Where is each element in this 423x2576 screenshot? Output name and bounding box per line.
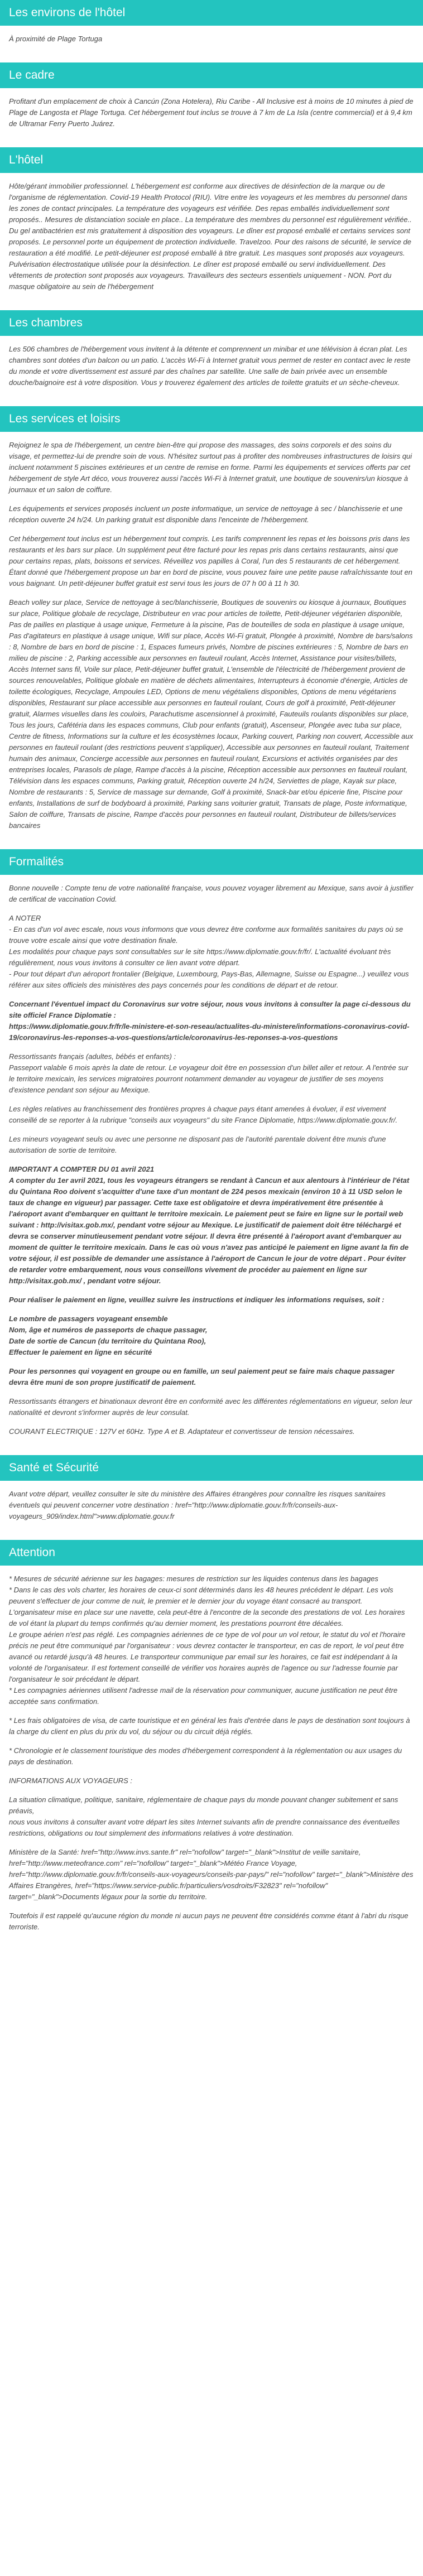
section-heading: L'hôtel	[0, 147, 423, 173]
section-content	[0, 33, 423, 45]
paragraph: Le nombre de passagers voyageant ensemble Nom, âge et numéros de passeports de chaque passager, Date de sortie de Cancun (du territoire du Quintana Roo), Effectuer le paiement en ligne en sécurité	[9, 1315, 208, 1356]
section-le-cadre	[0, 62, 423, 129]
section-heading: Attention	[0, 1540, 423, 1566]
paragraph: Profitant d'un emplacement de choix à Cancún (Zona Hotelera), Riu Caribe - All Inclusive est à moins de 10 minutes à pied de Plage de Langosta et Plage Tortuga. Cet hébergement tout inclus se trouve à 7 km de La Isla (centre commercial) et à 9,4 km de Ultramar Ferry Puerto Juárez.	[9, 97, 414, 128]
section-content	[0, 883, 423, 1437]
paragraph: Les mineurs voyageant seuls ou avec une personne ne disposant pas de l'autorité parentale doivent être munis d'une autorisation de sortie de territoire.	[9, 1135, 386, 1154]
section-heading: Les services et loisirs	[0, 406, 423, 432]
paragraph: Ressortissants étrangers et binationaux devront être en conformité avec les différentes réglementations en vigueur, selon leur nationalité et devront s'informer auprès de leur consulat.	[9, 1397, 412, 1417]
paragraph: Avant votre départ, veuillez consulter le site du ministère des Affaires étrangères pour connaître les risques sanitaires éventuels qui peuvent concerner votre destination : href="http://www.diplomatie.gouv.fr/fr/conseils-aux-voyageurs_909/index.html">www.diplomatie.gouv.fr	[9, 1490, 386, 1520]
paragraph: Pour réaliser le paiement en ligne, veuillez suivre les instructions et indiquer les informations requises, soit :	[9, 1296, 384, 1304]
paragraph: Hôte/gérant immobilier professionnel. L'hébergement est conforme aux directives de désinfection de la marque ou de l'organisme de réglementation. Covid-19 Health Protocol (RIU). Vitre entre les voyageurs et les membres du personnel dans les zones de contact principales. La température des voyageurs est vérifiée. Des repas emballés individuellement sont proposés.. Mesures de distanciation sociale en place.. La température des membres du personnel est régulièrement vérifiée.. Du gel antibactérien est mis gratuitement à disposition des voyageurs. Le dîner est proposé emballé et certains services sont proposés. Le personnel porte un équipement de protection individuelle. Travelzoo. Pour des raisons de sécurité, le service de restauration a été modifié. Le petit-déjeuner est proposé emballé à titre gratuit. Les masques sont proposés aux voyageurs. Pulvérisation électrostatique utilisée pour la désinfection. Le dîner est proposé emballé ou servi individuellement. Des vêtements de protection sont proposés aux voyageurs. Travailleurs des secteurs essentiels uniquement - NON. Port du masque obligatoire au sein de l'hébergement	[9, 182, 412, 291]
paragraph: Ministère de la Santé: href="http://www.invs.sante.fr" rel="nofollow" target="_blank">Institut de veille sanitaire, href="http://www.meteofrance.com" rel="nofollow" target="_blank">Météo France Voyage, href="http://www.diplomatie.gouv.fr/fr/conseils-aux-voyageurs/conseils-par-pays/" rel="nofollow" target="_blank">Ministère des Affaires Etrangères, href="https://www.service-public.fr/particuliers/vosdroits/F32823" rel="nofollow" target="_blank">Documents légaux pour la sortie du territoire.	[9, 1848, 414, 1901]
section-content	[0, 344, 423, 388]
section-formalites	[0, 849, 423, 1437]
paragraph: COURANT ELECTRIQUE : 127V et 60Hz. Type A et B. Adaptateur et convertisseur de tension nécessaires.	[9, 1427, 355, 1436]
section-heading: Formalités	[0, 849, 423, 875]
paragraph: Rejoignez le spa de l'hébergement, un centre bien-être qui propose des massages, des soins corporels et des soins du visage, et permettez-lui de prendre soin de vous. N'hésitez surtout pas à profiter des nombreuses infrastructures de loisirs qui incluent notamment 5 piscines extérieures et un centre de remise en forme. Parmi les équipements et services offerts par cet hébergement de style Art déco, vous trouverez aussi l'accès Wi-Fi à Internet gratuit, une boutique de souvenirs/un kiosque à journaux et un salon de coiffure.	[9, 441, 412, 494]
section-attention	[0, 1540, 423, 1933]
section-content	[0, 440, 423, 831]
paragraph: Les 506 chambres de l'hébergement vous invitent à la détente et comprennent un minibar et une télévision à écran plat. Les chambres sont dotées d'un balcon ou un patio. L'accès Wi-Fi à Internet gratuit vous permet de rester en contact avec le reste du monde et votre divertissement est assuré par des chaînes par satellite. Une salle de bain privée avec un ensemble douche/baignoire est à votre disposition. Vous y trouverez également des articles de toilette gratuits et un sèche-cheveux.	[9, 345, 411, 387]
section-sante-et-securite	[0, 1455, 423, 1522]
section-heading: Les environs de l'hôtel	[0, 0, 423, 26]
paragraph: * Les frais obligatoires de visa, de carte touristique et en général les frais d'entrée dans le pays de destination sont toujours à la charge du client en plus du prix du vol, du séjour ou du circuit déjà réglés.	[9, 1716, 410, 1736]
paragraph: Cet hébergement tout inclus est un hébergement tout compris. Les tarifs comprennent les repas et les boissons pris dans les restaurants et les bars sur place. Un supplément peut être facturé pour les repas pris dans certains restaurants, ainsi que pour certains repas, plats, boissons et services. Réveillez vos papilles à Coral, l'un des 5 restaurants de cet hébergement. Étant donné que l'hébergement propose un bar en bord de piscine, vous pouvez faire une petite pause rafraîchissante tout en vous baignant. Un petit-déjeuner buffet gratuit est servi tous les jours de 07 h 00 à 11 h 30.	[9, 535, 413, 588]
paragraph: Beach volley sur place, Service de nettoyage à sec/blanchisserie, Boutiques de souvenirs ou kiosque à journaux, Boutiques sur place, Politique globale de recyclage, Distributeur en vrac pour articles de toilette, Petit-déjeuner végétarien disponible, Pas de pailles en plastique à usage unique, Fermeture à la piscine, Pas de bouteilles de soda en plastique à usage unique, Pas d'agitateurs en plastique à usage unique, Wifi sur place, Accès Wi-Fi gratuit, Plongée à proximité, Nombre de bars/salons : 8, Nombre de bars en bord de piscine : 1, Espaces fumeurs privés, Nombre de piscines extérieures : 5, Nombre de bars en milieu de piscine : 2, Parking accessible aux personnes en fauteuil roulant, Accès Internet, Assistance pour visites/billets, Accès Internet sans fil, Voile sur place, Petit-déjeuner buffet gratuit, L'ensemble de l'électricité de l'hébergement provient de sources renouvelables, Politique globale en matière de déchets alimentaires, Interrupteurs à économie d'énergie, Articles de toilette écologiques, Recyclage, Ampoules LED, Options de menu végétaliens disponibles, Options de menu végétariens disponibles, Restaurant sur place accessible aux personnes en fauteuil roulant, Cours de golf à proximité, Petit-déjeuner gratuit, Alarmes visuelles dans les couloirs, Parachutisme ascensionnel à proximité, Fauteuils roulants disponibles sur place, Tous les jours, Cafétéria dans les espaces communs, Club pour enfants (gratuit), Ascenseur, Plongée avec tuba sur place, Centre de fitness, Informations sur la culture et les écosystèmes locaux, Parking couvert, Parking non couvert, Accessible aux personnes en fauteuil roulant (des restrictions peuvent s'appliquer), Accessible aux personnes en fauteuil roulant, Traitement humain des animaux, Concierge accessible aux personnes en fauteuil roulant, Excursions et activités organisées par des entreprises locales, Parasols de plage, Rampe d'accès à la piscine, Réception accessible aux personnes en fauteuil roulant, Télévision dans les espaces communs, Parking gratuit, Réception ouverte 24 h/24, Serviettes de plage, Kayak sur place, Nombre de restaurants : 5, Service de massage sur demande, Golf à proximité, Snack-bar et/ou épicerie fine, Piscine pour enfants, Installations de surf de bodyboard à proximité, Parking sans voiturier gratuit, Transats de plage, Poste informatique, Salon de coiffure, Transats de piscine, Rampe d'accès pour personnes en fauteuil roulant, Distributeur de billets/services bancaires	[9, 598, 414, 830]
section-les-environs-de-l-hotel	[0, 0, 423, 45]
section-content	[0, 181, 423, 292]
section-content	[0, 1573, 423, 1933]
paragraph: IMPORTANT A COMPTER DU 01 avril 2021 A compter du 1er avril 2021, tous les voyageurs étrangers se rendant à Cancun et aux alentours à l'intérieur de l'état du Quintana Roo doivent s'acquitter d'une taxe d'un montant de 224 pesos mexicain (environ 10 à 11 USD selon le taux de change en vigueur) par passager. Cette taxe est obligatoire et devra impérativement être présentée à l'aéroport avant d'embarquer en quittant le territoire mexicain. Le paiement peut se faire en ligne sur le portail web suivant : http://visitax.gob.mx/, pendant votre séjour au Mexique. Le justificatif de paiement doit être téléchargé et devra se conserver minutieusement pendant votre séjour. Il devra être présenté à l'aéroport avant d'embarquer au moment de quitter le territoire mexicain. Dans le cas où vous n'avez pas anticipé le paiement en ligne avant la fin de votre séjour, il est possible de demander une assistance à l'aéroport de Cancun le jour de votre départ . Pour éviter de retarder votre embarquement, nous vous conseillons vivement de procéder au paiement en ligne sur http://visitax.gob.mx/ , pendant votre séjour.	[9, 1165, 410, 1285]
paragraph: Les équipements et services proposés incluent un poste informatique, un service de nettoyage à sec / blanchisserie et une réception ouverte 24 h/24. Un parking gratuit est disponible dans l'enceinte de l'hébergement.	[9, 504, 403, 524]
section-l-hotel	[0, 147, 423, 292]
paragraph: INFORMATIONS AUX VOYAGEURS :	[9, 1776, 133, 1785]
paragraph: * Mesures de sécurité aérienne sur les bagages: mesures de restriction sur les liquides contenus dans les bagages * Dans le cas des vols charter, les horaires de ceux-ci sont déterminés dans les 48 heures précédent le départ. Les vols peuvent s'effectuer de jour comme de nuit, le premier et le dernier jour du voyage étant consacré au transport. L'organisateur mise en place sur une navette, cela peut-être à l'encontre de la seconde des prestations de vol. Les horaires de vol étant la plupart du temps confirmés qu'au dernier moment, les prestations pourront être décalées. Le groupe aérien n'est pas réglé. Les compagnies aériennes de ce type de vol pour un vol retour, le statut du vol et l'horaire précis ne peut être communiqué par l'organisateur : vous devrez contacter le transporteur, en cas de report, le vol peut être avancé ou retardé jusqu'à 48 heures. Le transporteur communique par email sur les horaires, ce fait est indépendant à la volonté de l'organisateur. Il est fortement conseillé de vérifier vos horaires auprès de l'agence ou sur l'adresse fournie par l'organisateur le soir précédant le départ. * Les compagnies aériennes utilisent l'adresse mail de la réservation pour communiquer, aucune justification ne peut être acceptée sans confirmation.	[9, 1575, 406, 1706]
paragraph: La situation climatique, politique, sanitaire, réglementaire de chaque pays du monde pouvant changer subitement et sans préavis, nous vous invitons à consulter avant votre départ les sites Internet suivants afin de prendre connaissance des éventuelles restrictions, obligations ou tout simplement des informations relatives à votre destination.	[9, 1795, 400, 1837]
section-heading: Le cadre	[0, 62, 423, 88]
paragraph: Ressortissants français (adultes, bébés et enfants) : Passeport valable 6 mois après la date de retour. Le voyageur doit être en possession d'un billet aller et retour. A l'entrée sur le territoire mexicain, les services migratoires pourront notamment demander au voyageur de justifier de ses moyens d'existence pendant son séjour au Mexique.	[9, 1052, 408, 1094]
paragraph: Toutefois il est rappelé qu'aucune région du monde ni aucun pays ne peuvent être considérés comme étant à l'abri du risque terroriste.	[9, 1911, 408, 1931]
paragraph: A NOTER - En cas d'un vol avec escale, nous vous informons que vous devrez être conforme aux formalités sanitaires du pays où se trouve votre escale ainsi que votre destination finale. Les modalités pour chaque pays sont consultables sur le site https://www.diplomatie.gouv.fr/fr/. L'actualité évoluant très régulièrement, nous vous invitons à consulter ce lien avant votre départ. - Pour tout départ d'un aéroport frontalier (Belgique, Luxembourg, Pays-Bas, Allemagne, Suisse ou Espagne...) veuillez vous référer aux sites officiels des ministères des pays concernés pour les conditions de départ et de retour.	[9, 914, 409, 989]
paragraph: Les règles relatives au franchissement des frontières propres à chaque pays étant amenées à évoluer, il est vivement conseillé de se reporter à la rubrique "conseils aux voyageurs" du site France Diplomatie, https://www.diplomatie.gouv.fr/.	[9, 1105, 398, 1124]
paragraph: Pour les personnes qui voyagent en groupe ou en famille, un seul paiement peut se faire mais chaque passager devra être muni de son propre justificatif de paiement.	[9, 1367, 395, 1386]
paragraph: * Chronologie et le classement touristique des modes d'hébergement correspondent à la réglementation ou aux usages du pays de destination.	[9, 1746, 402, 1766]
section-heading: Santé et Sécurité	[0, 1455, 423, 1481]
section-les-services-et-loisirs	[0, 406, 423, 831]
paragraph: À proximité de Plage Tortuga	[9, 35, 103, 43]
section-heading: Les chambres	[0, 310, 423, 336]
section-content	[0, 1489, 423, 1522]
section-les-chambres	[0, 310, 423, 388]
paragraph: Concernant l'éventuel impact du Coronavirus sur votre séjour, nous vous invitons à consulter la page ci-dessous du site officiel France Diplomatie : https://www.diplomatie.gouv.fr/fr/le-ministere-et-son-reseau/actualites-du-ministere/informations-coronavirus-covid-19/coronavirus-les-reponses-a-vos-questions/article/coronavirus-les-reponses-a-vos-questions	[9, 1000, 411, 1042]
section-content	[0, 96, 423, 129]
paragraph: Bonne nouvelle : Compte tenu de votre nationalité française, vous pouvez voyager librement au Mexique, sans avoir à justifier de certificat de vaccination Covid.	[9, 884, 414, 903]
